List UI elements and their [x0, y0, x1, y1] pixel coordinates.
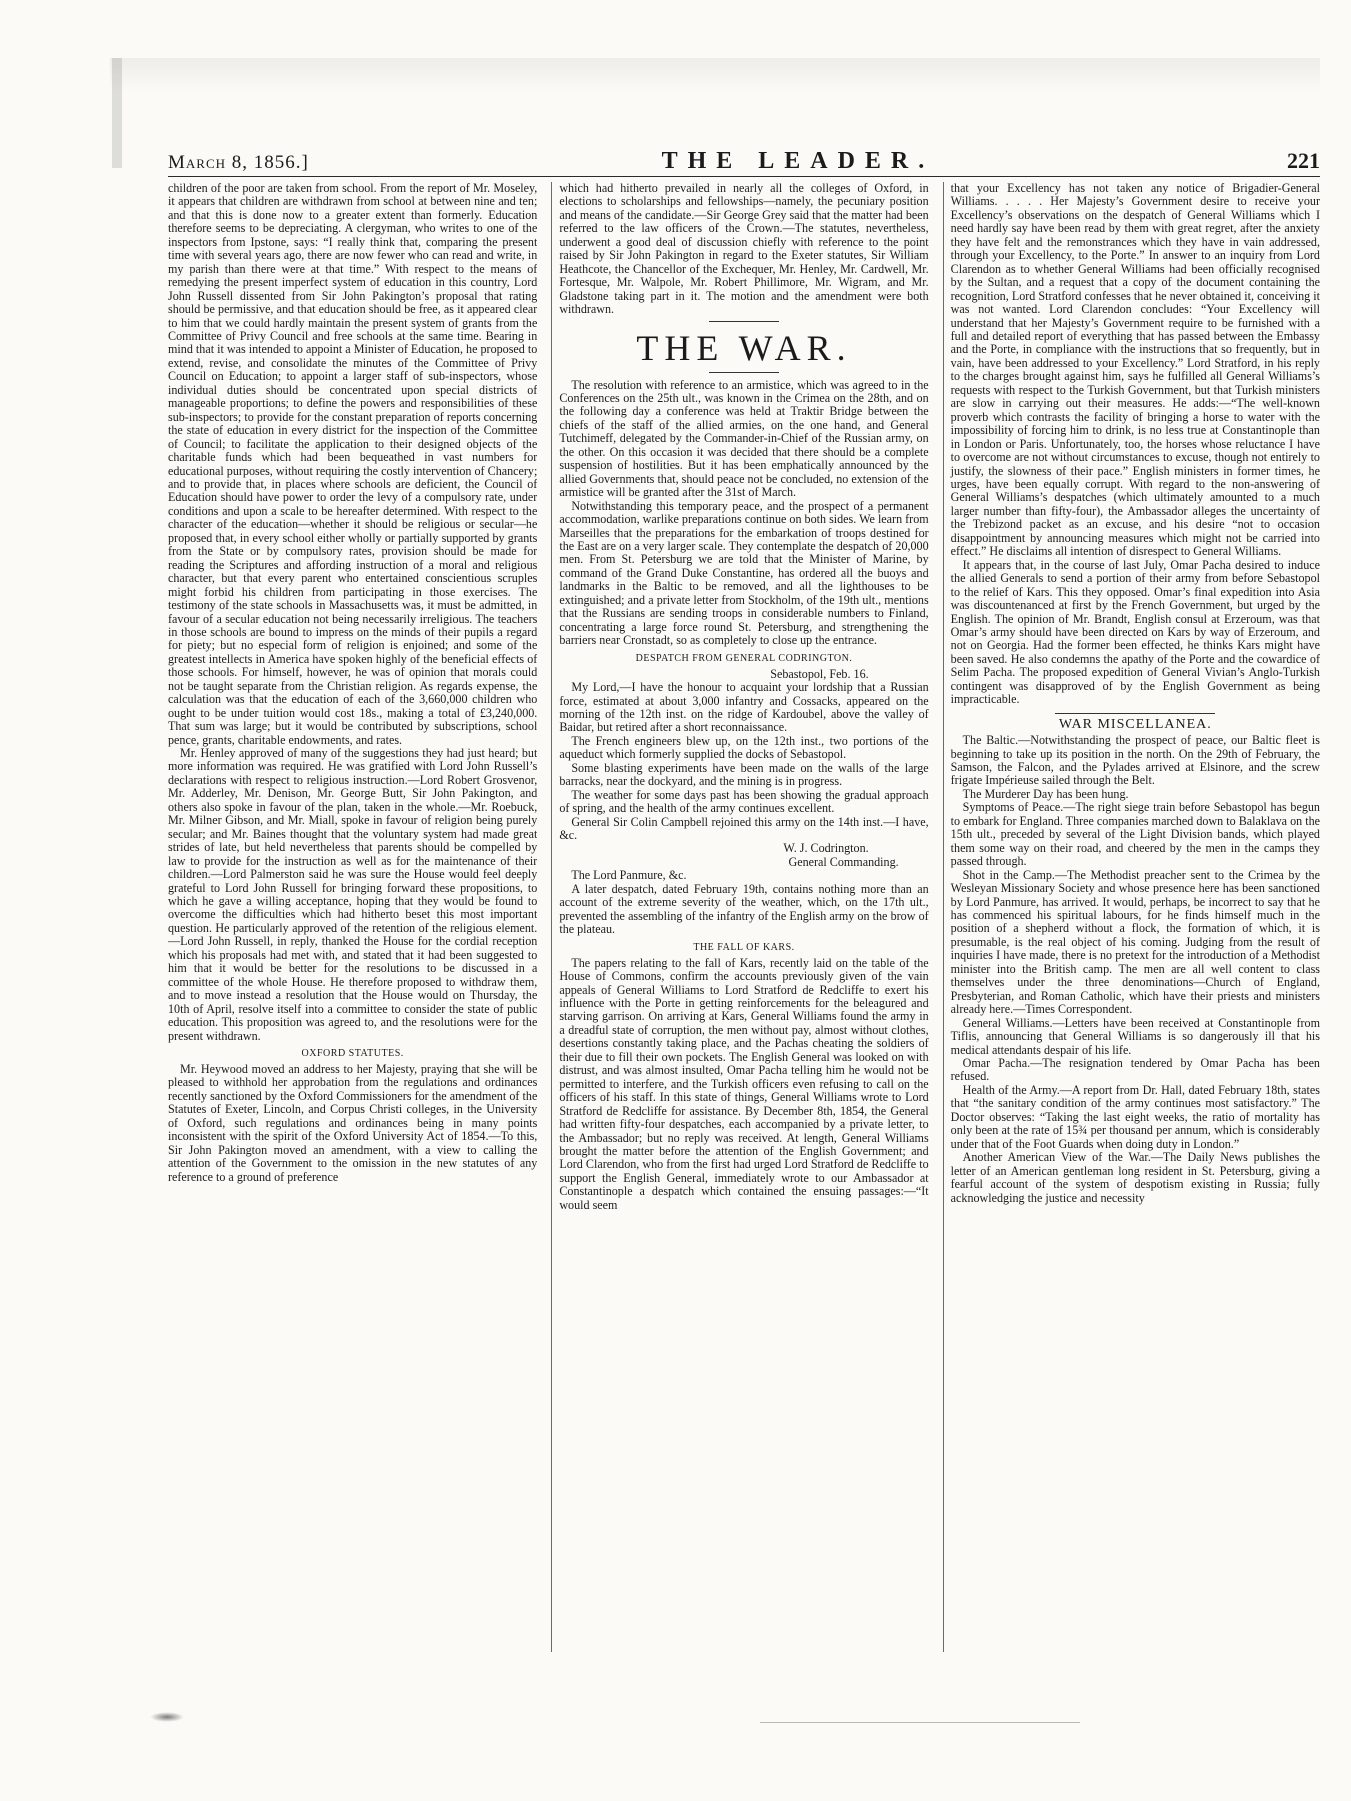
- section-subheading: THE FALL OF KARS.: [693, 941, 795, 953]
- paragraph: Notwithstanding this temporary peace, and the prospect of a permanent accommodation, warlike preparations continue on both sides. We learn from Marseilles that the preparations for the embarkation of troops destined for the East are on a very larger scale. They contemplate the despatch of 20,000 men. From St. Petersburg we are told that the Minister of Marine, by command of the Grand Duke Constantine, has ordered all the buoys and landmarks in the Baltic to be removed, and all the lighthouses to be extinguished; and a private letter from Stockholm, of the 19th ult., mentions that the Russians are sending troops in considerable numbers to Finland, concentrating a large force round St. Petersburg, and strengthening the barriers near Cronstadt, so as completely to close up the entrance.: [559, 498, 929, 648]
- paragraph: The French engineers blew up, on the 12th inst., two portions of the aqueduct which formerly supplied the docks of Sebastopol.: [559, 733, 929, 762]
- issue-date: March 8, 1856.]: [168, 152, 309, 173]
- paragraph: which had hitherto prevailed in nearly all the colleges of Oxford, in elections to scholarships and fellowships—namely, the pecuniary position and means of the candidate.—Sir George Grey said that the matter had been referred to the law officers of the Crown.—The statutes, nevertheless, underwent a good deal of discussion chiefly with reference to the point raised by Sir John Pakington in regard to the Exeter statutes, Sir William Heathcote, the Chancellor of the Exchequer, Mr. Henley, Mr. Cardwell, Mr. Fortesque, Mr. Walpole, Mr. Robert Phillimore, Mr. Wigram, and Mr. Gladstone taking part in it. The motion and the amendment were both withdrawn.: [559, 182, 929, 317]
- paragraph: Symptoms of Peace.—The right siege train before Sebastopol has begun to embark for England. Three companies marched down to Balaklava on the 15th ult., preceded by several of the Light Division bands, which played them some way on their road, and cheered by the men in the camps they passed through.: [950, 800, 1320, 869]
- column-1: [168, 182, 537, 1652]
- scan-bleed-top: [110, 58, 1320, 92]
- paragraph: A later despatch, dated February 19th, contains nothing more than an account of the extreme severity of the weather, which, on the 17th ult., prevented the assembling of the infantry of the English army on the brow of the plateau.: [559, 881, 929, 937]
- signature-title: General Commanding.: [788, 854, 899, 869]
- paragraph: The resolution with reference to an armistice, which was agreed to in the Conferences on the 25th ult., was known in the Crimea on the 28th, and on the following day a conference was held at Traktir Bridge between the chiefs of the staff of the allied armies, on the one hand, and General Tutchimeff, delegated by the Commander-in-Chief of the Russian army, on the other. On this occasion it was decided that there should be a complete suspension of hostilities. But it has been emphatically announced by the allied Governments that, should peace not be concluded, no extension of the armistice will be granted after the 31st of March.: [559, 377, 929, 500]
- paragraph: Omar Pacha.—The resignation tendered by Omar Pacha has been refused.: [950, 1056, 1320, 1084]
- paragraph: The Murderer Day has been hung.: [962, 786, 1129, 801]
- section-subheading: DESPATCH FROM GENERAL CODRINGTON.: [635, 652, 853, 664]
- paragraph: that your Excellency has not taken any notice of Brigadier-General Williams. . . . . Her Majesty’s Government desire to receive your Excellency’s observations on the despatch of General Williams which I need hardly say have been read by them with great regret, after the anxiety they have felt and the remonstrances which they have in vain addressed, through your Excellency, to the Porte.” In answer to an inquiry from Lord Clarendon as to whether General Williams had been officially recognised by the Sultan, and a request that a copy of the document containing the recognition, Lord Stratford confesses that he never obtained it, conceiving it was not wanted. Lord Clarendon concludes: “Your Excellency will understand that her Majesty’s Government require to be furnished with a full and detailed report of everything that has passed between the Embassy and the Porte, in compliance with the instructions that so frequently, but in vain, have been addressed to your Excellency.” Lord Stratford, in his reply to the charges brought against him, says he fulfilled all General Williams’s requests with respect to the Turkish Government, but that Turkish ministers are slow in carrying out their measures. He adds:—“The well-known proverb which contrasts the facility of bringing a horse to water with the impossibility of forcing him to drink, is no less true at Constantinople than in London or Paris. Unfortunately, too, the horses whose reluctance I have to overcome are not without circumstances to excuse, though not entirely to justify, the slowness of their pace.” English ministers in former times, he urges, have been equally corrupt. With regard to the non-answering of General Williams’s despatches (which ultimately amounted to a much larger number than fifty-four), the Ambassador alleges the uncertainty of the Trebizond packet as an excuse, and his desire “not to occasion disappointment by announcing measures which might not be carried into effect.” He disclaims all intention of disrespect to General Williams.: [950, 182, 1320, 559]
- paragraph: The weather for some days past has been showing the gradual approach of spring, and the health of the army continues excellent.: [559, 787, 929, 816]
- paragraph: Mr. Henley approved of many of the suggestions they had just heard; but more information was required. He was gratified with Lord John Russell’s declarations with respect to religious instruction.—Lord Robert Grosvenor, Mr. Adderley, Mr. Denison, Mr. George Butt, Sir John Pakington, and others also spoke in favour of the plan, taken in the whole.—Mr. Roebuck, Mr. Milner Gibson, and Mr. Miall, spoke in favour of religion being purely secular; and Mr. Baines thought that the voluntary system had made great strides of late, but held nevertheless that parents should be compelled by law to provide for the instruction as well as for the maintenance of their children.—Lord Palmerston said he was sure the House would feel deeply grateful to Lord John Russell for bringing forward these propositions, to which he gave a willing acceptance, hoping that they would be found to overcome the difficulties which had hitherto beset this most important question. He particularly approved of the retention of the religious element.—Lord John Russell, in reply, thanked the House for the cordial reception which his proposals had met with, and stated that it had been suggested to him that it would be better for the resolutions to be discussed in a committee of the whole House. He therefore proposed to withdraw them, and to move instead a resolution that the House would on Thursday, the 10th of April, resolve itself into a committee to consider the state of public education. This proposition was agreed to, and the resolutions were for the present withdrawn.: [168, 746, 538, 1043]
- divider: [709, 321, 779, 322]
- ink-blot: [150, 1712, 184, 1722]
- article-columns: [168, 182, 1320, 1652]
- scan-bleed-left: [112, 58, 122, 168]
- column-3: [943, 182, 1320, 1652]
- dateline: Sebastopol, Feb. 16.: [770, 666, 869, 681]
- scan-line: [760, 1722, 1080, 1723]
- paragraph: It appears that, in the course of last July, Omar Pacha desired to induce the allied Generals to send a portion of their army from before Sebastopol to the relief of Kars. This they opposed. Omar’s final expedition into Asia was discountenanced at first by the French Government, but urged by the English. The opinion of Mr. Brandt, English consul at Erzeroum, was that Omar’s army should have been directed on Kars by way of Erzeroum, and not on Georgia. Had the former been effected, he thinks Kars might have been saved. He also condemns the apathy of the Porte and the cowardice of Selim Pacha. The proposed expedition of General Vivian’s Anglo-Turkish contingent was disapproved of by the English Government as being impracticable.: [950, 557, 1320, 707]
- paragraph: Health of the Army.—A report from Dr. Hall, dated February 18th, states that “the sanitary condition of the army continues most satisfactory.” The Doctor observes: “Taking the last eight weeks, the ratio of mortality has only been at the rate of 15¾ per thousand per annum, which is considerably under that of the Foot Guards when doing duty in London.”: [950, 1082, 1320, 1151]
- newspaper-title: THE LEADER.: [661, 148, 935, 174]
- signature: W. J. Codrington.: [783, 841, 869, 856]
- paragraph: The Baltic.—Notwithstanding the prospect of peace, our Baltic fleet is beginning to take up its position in the north. On the 29th of February, the Samson, the Falcon, and the Pylades arrived at Elsinore, and the screw frigate Impérieuse sailed through the Belt.: [950, 733, 1320, 788]
- page-number: 221: [1286, 148, 1320, 173]
- paragraph: Shot in the Camp.—The Methodist preacher sent to the Crimea by the Wesleyan Missionary Society and whose presence here has been sanctioned by Lord Panmure, has arrived. It would, perhaps, be incorrect to say that he has commenced his spiritual labours, for he finds himself much in the position of a shepherd without a flock, the formation of which, it is presumable, is the real object of his coming. Judging from the result of inquiries I have made, there is no pretext for the introduction of a Methodist minister into the British camp. The men are all well content to class themselves under the three denominations—Church of England, Presbyterian, and Roman Catholic, which have their priests and ministers already here.—Times Correspondent.: [950, 867, 1320, 1017]
- column-2: [551, 182, 928, 1652]
- paragraph: General Williams.—Letters have been received at Constantinople from Tiflis, announcing that General Williams is so dangerously ill that his medical attendants despair of his life.: [950, 1015, 1320, 1057]
- section-heading: WAR MISCELLANEA.: [1058, 716, 1212, 732]
- paragraph: Some blasting experiments have been made on the walls of the large barracks, near the dockyard, and the mining is in progress.: [559, 760, 929, 789]
- paragraph: The Lord Panmure, &c.: [571, 868, 687, 883]
- section-heading: THE WAR.: [636, 327, 852, 368]
- paragraph: General Sir Colin Campbell rejoined this army on the 14th inst.—I have, &c.: [559, 814, 929, 843]
- paragraph: The papers relating to the fall of Kars, recently laid on the table of the House of Commons, confirm the accounts previously given of the vain appeals of General Williams to Lord Stratford de Redcliffe to exert his influence with the Porte in getting reinforcements for the beleagured and starving garrison. On arriving at Kars, General Williams found the army in a dreadful state of corruption, the men without pay, almost without clothes, desertions constantly taking place, and the Pachas cheating the soldiers of their due to fill their own pockets. The English General was looked on with distrust, and was almost insulted, Omar Pacha telling him he would not be permitted to interfere, and the Turkish officers even refusing to call on the officers of his staff. In this state of things, General Williams wrote to Lord Stratford de Redcliffe for assistance. By December 8th, 1854, the General had written fifty-four despatches, each accompanied by a private letter, to the Ambassador; but no reply was received. At length, General Williams brought the matter before the attention of the English Government; and Lord Clarendon, who from the first had urged Lord Stratford de Redcliffe to support the English General, immediately wrote to our Ambassador at Constantinople a despatch which contained the ensuing passages:—“It would seem: [559, 955, 929, 1212]
- divider: [709, 372, 779, 373]
- paragraph: Mr. Heywood moved an address to her Majesty, praying that she will be pleased to withhold her approbation from the regulations and ordinances recently sanctioned by the Oxford Commissioners for the amendment of the Statutes of Exeter, Lincoln, and Corpus Christi colleges, in the University of Oxford, such regulations and ordinances being in many points inconsistent with the spirit of the Oxford University Act of 1854.—To this, Sir John Pakington moved an amendment, with a view to calling the attention of the Government to the omission in the new statutes of any reference to a ground of preference: [168, 1062, 538, 1184]
- section-subheading: OXFORD STATUTES.: [301, 1048, 404, 1059]
- divider: [1055, 713, 1215, 714]
- masthead: [168, 148, 1320, 177]
- paragraph: Another American View of the War.—The Daily News publishes the letter of an American gentleman long resident in St. Petersburg, giving a fearful account of the system of despotism existing in Russia; fully acknowledging the justice and necessity: [950, 1150, 1320, 1205]
- paragraph: My Lord,—I have the honour to acquaint your lordship that a Russian force, estimated at about 3,000 infantry and Cossacks, appeared on the morning of the 12th inst. on the ridge of Kardoubel, above the valley of Baidar, but retired after a short reconnaissance.: [559, 680, 929, 735]
- paragraph: children of the poor are taken from school. From the report of Mr. Moseley, it appears that children are withdrawn from school at between nine and ten; and that this is done now to a greater extent than formerly. Education therefore seems to be depreciating. A clergyman, who writes to one of the inspectors from Ipstone, says: “I really think that, comparing the present time with several years ago, there are now fewer who can read and write, in my parish than there were at that time.” With respect to the means of remedying the present imperfect system of education in this country, Lord John Russell dissented from Sir John Pakington’s proposal that rating should be permissive, and that education should be free, as it appeared clear to him that we could hardly maintain the present system of grants from the Committee of Privy Council and free schools at the same time. Bearing in mind that it was intended to appoint a Minister of Education, he proposed to extend, revise, and consolidate the minutes of the Committee of Privy Council on Education; to appoint a larger staff of sub-inspectors, whose individual duties should be concentrated upon special districts of manageable proportions; to define the powers and responsibilities of these sub-inspectors; to provide for the constant preparation of reports concerning the state of education in every district for the inspection of the Committee of Council; to facilitate the application to their designed objects of the charitable funds which had been bequeathed in vast numbers for educational purposes, without requiring the costly intervention of Chancery; and to provide that, in places where schools are deficient, the Council of Education should have power to order the levy of a compulsory rate, under conditions and upon a scale to be hereafter determined. With respect to the character of the education—whether it should be religious or secular—he proposed that, in every school either wholly or partially supported by grants from the State or by compulsory rates, provision should be made for reading the Scriptures and affording instruction of a moral and religious character, but that every parent who entertained conscientious scruples might forbid his children from participating in those exercises. The testimony of the state schools in Massachusetts was, it must be admitted, in favour of a secular education not being necessarily irreligious. The teachers in those schools are bound to impress on the minds of their pupils a regard for piety; but no especial form of religion is enjoined; and some of the greatest intellects in America have spoken highly of the beneficial effects of those schools. For himself, however, he was of opinion that morals could not be taught separate from the Christian religion. As regards expense, the calculation was that the education of each of the 3,660,000 children who ought to be under tuition would cost 18s., making a total of £3,240,000. That sum was large; but it would be contributed by subscriptions, school pence, grants, charitable endowments, and rates.: [168, 182, 538, 747]
